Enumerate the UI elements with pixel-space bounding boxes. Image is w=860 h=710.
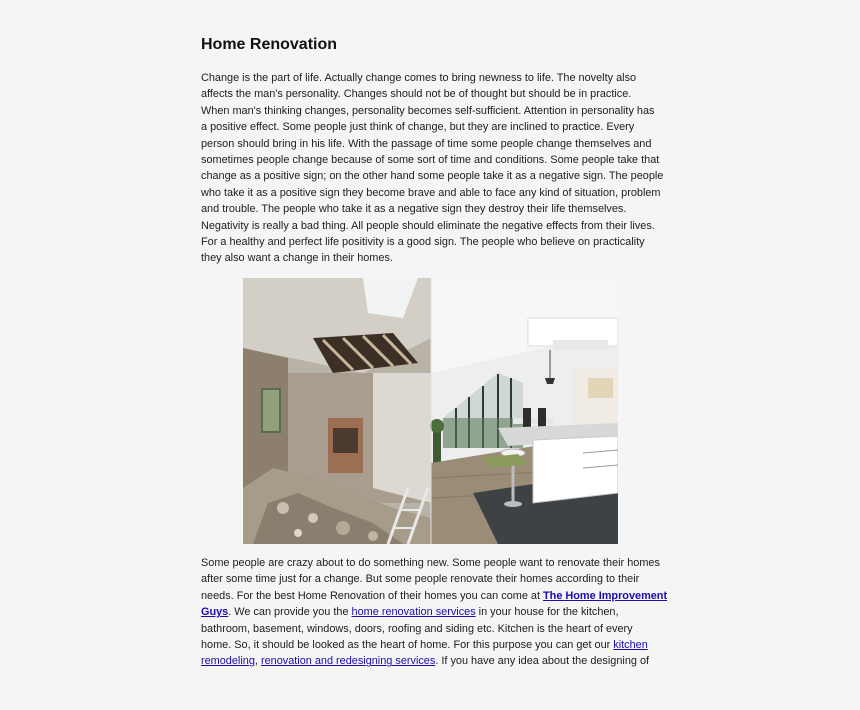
paragraph-line <box>201 637 671 653</box>
renovated-kitchen-photo <box>430 278 618 544</box>
paragraph-line: and trouble. The people who take it as a negative sign they destroy their life themselves. <box>201 203 627 216</box>
paragraph-line: For a healthy and perfect life positivity is a good sign. The people who believe on practicality <box>201 236 645 249</box>
paragraph-line: they also want a change in their homes. <box>201 252 393 265</box>
kitchen-remodeling-link[interactable]: kitchen <box>613 639 648 652</box>
services-paragraph <box>201 555 671 670</box>
paragraph-line <box>201 604 671 620</box>
paragraph-line: who take it as a positive sign they become brave and able to face any kind of situation, problem <box>201 186 661 199</box>
paragraph-line: Some people are crazy about to do something new. Some people want to renovate their homes <box>201 557 660 569</box>
home-improvement-guys-link-continued[interactable]: Guys <box>201 606 229 619</box>
document-title: Home Renovation <box>201 36 338 53</box>
paragraph-line <box>201 588 671 604</box>
paragraph-text: . If you have any idea about the designing of <box>435 655 650 668</box>
kitchen-remodeling-link-continued[interactable]: remodeling <box>201 655 255 668</box>
before-after-renovation-image <box>243 278 618 544</box>
paragraph-line: When man's thinking changes, personality becomes self-sufficient. Attention in personality has <box>201 104 655 117</box>
paragraph-text: home. So, it should be looked as the heart of home. For this purpose you can get our <box>201 639 614 652</box>
paragraph-line: Change is the part of life. Actually change comes to bring newness to life. The novelty also <box>201 72 637 84</box>
paragraph-text: in your house for the kitchen, <box>475 606 619 619</box>
paragraph-text: , <box>254 655 261 668</box>
demolished-room-photo <box>243 278 431 544</box>
home-renovation-services-link[interactable]: home renovation services <box>351 606 476 619</box>
renovation-redesigning-services-link[interactable]: renovation and redesigning services <box>260 655 436 668</box>
paragraph-line: sometimes people change because of some sort of time and conditions. Some people take that <box>201 154 660 167</box>
paragraph-line: Negativity is really a bad thing. All people should eliminate the negative effects from their lives. <box>201 219 655 232</box>
paragraph-line: after some time just for a change. But some people renovate their homes according to their <box>201 573 640 586</box>
paragraph-text: needs. For the best Home Renovation of their homes you can come at <box>201 589 544 602</box>
paragraph-line: change as a positive sign; on the other hand some people take it as a negative sign. The people <box>201 170 664 183</box>
paragraph-line <box>201 653 671 669</box>
intro-paragraph <box>201 70 671 267</box>
paragraph-line: bathroom, basement, windows, doors, roofing and siding etc. Kitchen is the heart of every <box>201 622 633 635</box>
paragraph-line: person should bring in his life. With the passage of time some people change themselves and <box>201 137 652 150</box>
paragraph-line: affects the man's personality. Changes should not be of thought but should be in practice. <box>201 88 632 101</box>
paragraph-text: . We can provide you the <box>228 606 352 619</box>
paragraph-line: a positive effect. Some people just think of change, but they are inclined to practice. Every <box>201 121 635 134</box>
home-improvement-guys-link[interactable]: The Home Improvement <box>543 589 668 602</box>
